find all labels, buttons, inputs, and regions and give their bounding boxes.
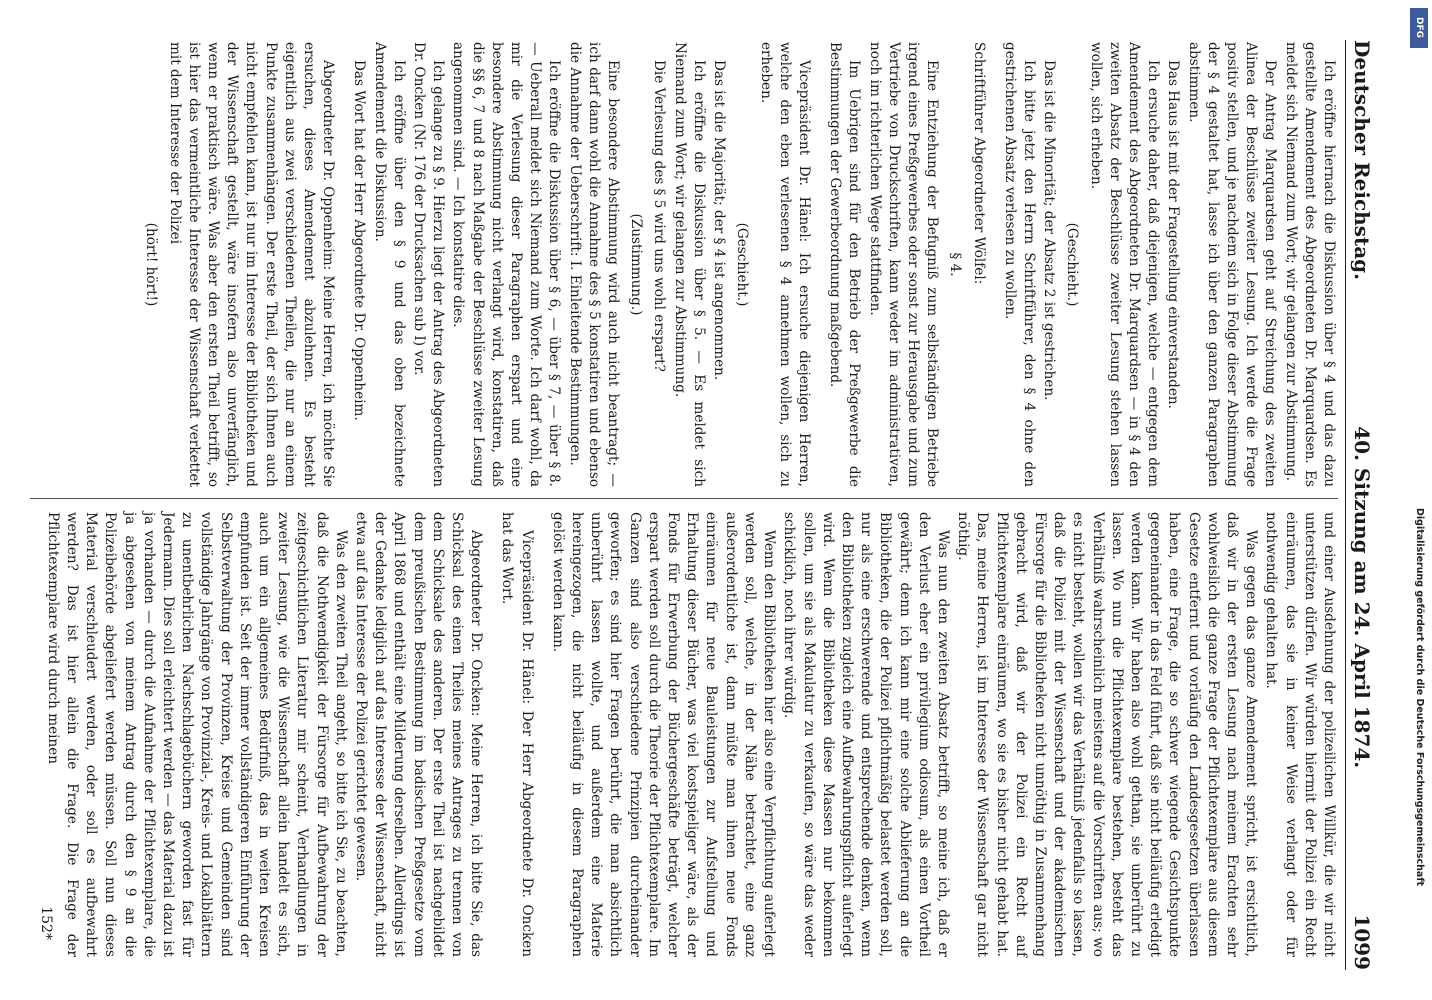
paragraph: Ich ersuche daher, daß diejenigen, welche — entgegen dem Amendement des Abgeordneten Dr. Marquardsen — in § 4 den zweiten Absatz der Beschlüsse zweiter Lesung stehen lassen wollen, sich erheben.	[1087, 42, 1162, 487]
stage-direction: (hört! hört!)	[143, 222, 160, 307]
page-number: 1099	[1350, 914, 1374, 970]
column-divider	[30, 498, 1338, 499]
paragraph: Abgeordneter Dr. Oppenheim: Meine Herren, ich möchte Sie ersuchen, dieses Amendement abzulehnen. Es besteht eigentlich aus zwei verschiedenen Theilen, die nur an einem Punkte zusammenhängen. Der erste Theil, der sich Ihnen auch nicht empfehlen kann, ist nur im Interesse der Bibliotheken und der Wissenschaft gestellt, wäre insofern also unverfänglich, wenn er praktisch wäre. Was aber den ersten Theil betrifft, so ist hier das vermeintliche Interesse der Wissenschaft verkettet mit dem Interesse der Polizei	[166, 42, 337, 487]
paragraph: Ich eröffne die Diskussion über § 6, — über § 7, — über § 8. — Ueberall meldet sich Niemand zum Worte. Ich darf wohl, da mir die Verlesung dieser Paragraphen erspart und eine besondere Abstimmung nicht verlangt wird, konstatiren, daß die §§ 6, 7 und 8 nach Maßgabe der Beschlüsse zweiter Lesung angenommen sind. — Ich konstatire dies.	[450, 42, 563, 487]
paragraph: Ich eröffne hiernach die Diskussion über § 4 und das dazu gestellte Amendement des Abgeordneten Dr. Marquardsen. Es meldet sich Niemand zum Wort; wir gelangen zur Abstimmung.	[1282, 42, 1337, 487]
paragraph: Das Wort hat der Herr Abgeordnete Dr. Oppenheim.	[351, 60, 368, 421]
paragraph: Was nun den zweiten Absatz betrifft, so meine ich, daß er den Verlust eher ein privilegium odiosum, als einen Vortheil gewährt; denn ich kann mir eine solche Ablieferung an die Bibliotheken, die der Polizei pflichtmäßig belastet werden soll, nur als eine erschwerende und entsprechende denken, wenn den Bibliotheken zugleich eine Aufbewahrungspflicht auferlegt wird. Wenn die Bibliotheken diese Massen nur bekommen sollen, um sie als Makulatur zu verkaufen, so wäre das weder schicklich, noch ihrer würdig.	[781, 512, 951, 957]
stage-direction: (Geschieht.)	[734, 222, 751, 307]
paragraph: Die Verlesung des § 5 wird uns wohl erspart?	[651, 60, 668, 372]
section-heading: § 4.	[947, 252, 964, 277]
paragraph: Wenn den Bibliotheken hier also eine Verpflichtung auferlegt werden soll, welche, in der Nähe betrachtet, eine ganz außerordentliche ist, dann müßte man ihnen neue Fonds einräumen für neue Bauleistungen zur Aufstellung und Erhaltung dieser Bücher, was viel kostspieliger wäre, als der Fonds für Erwerbung der Büchergeschäfte beträgt, welcher erspart werden soll durch die Theorie der Pflichtexemplare. Im Ganzen sind also verschiedene Prinzipien durcheinander geworfen; es sind hier Fragen berührt, die man absichtlich unberührt lassen wollte, und außerdem eine Materie hereingezogen, die nicht beiläufig in diesem Paragraphen gelöst werden kann.	[549, 512, 778, 957]
header-rule	[1345, 40, 1346, 970]
dfg-sidebar	[1408, 4, 1430, 996]
paragraph: Abgeordneter Dr. Oncken: Meine Herren, ich bitte Sie, das Schicksal des einen Theiles meines Antrages zu trennen von dem Schicksale des anderen. Der erste Theil ist nachgebildet dem preußischen Bestimmung im badischen Preßgesetze vom April 1868 und enthält eine Milderung derselben. Allerdings ist der Gedanke lediglich auf das Interesse der Wissenschaft, nicht etwa auf das Interesse der Polizei gerichtet gewesen.	[353, 512, 485, 957]
page-header	[1350, 40, 1390, 970]
paragraph: Vicepräsident Dr. Hänel: Der Herr Abgeordnete Dr. Oncken hat das Wort.	[499, 512, 535, 957]
paragraph: Ich eröffne über den § 9 und das oben bezeichnete Amendement die Diskussion.	[371, 42, 407, 487]
paragraph: Eine Entziehung der Befugniß zum selbständigen Betriebe irgend eines Preßgewerbes oder sonst zur Herausgabe und zum Vertriebe von Druckschriften, kann weder im administrativen, noch im richterlichen Wege stattfinden.	[866, 42, 941, 487]
paragraph: und einer Ausdehnung der polizeilichen Willkür, die wir nicht unterstützen dürfen. Wir würden hiermit der Polizei ein Recht einräumen, das sie in keiner Weise verlangt oder für nothwendig gehalten hat.	[1263, 512, 1337, 957]
paragraph: Ich eröffne die Diskussion über § 5. — Es meldet sich Niemand zum Wort; wir gelangen zur Abstimmung.	[671, 42, 707, 487]
dfg-note: Digitalisierung gefördert durch die Deutsche Forschungsgemeinschaft	[1414, 508, 1425, 886]
speaker-line: Schriftführer Abgeordneter Wölfel:	[970, 42, 987, 285]
paragraph: Im Uebrigen sind für den Betrieb der Preßgewerbe die Bestimmungen der Gewerbeordnung maßgebend.	[827, 42, 863, 487]
sheet-signature: 152*	[38, 906, 54, 940]
dfg-logo: DFG	[1410, 8, 1428, 48]
paragraph: Ich gelange zu § 9. Hierzu liegt der Antrag des Abgeordneten Dr. Oncken (Nr. 176 der Drucksachen sub I) vor.	[411, 42, 447, 487]
paragraph: Eine besondere Abstimmung wird auch nicht beantragt; — ich darf dann wohl die Annahme des § 5 konstatiren und ebenso die Annahme der Ueberschrift: I. Einleitende Bestimmungen.	[566, 42, 622, 487]
paragraph: Das ist die Minorität; der Absatz 2 ist gestrichen.	[1041, 60, 1058, 401]
paragraph: Der Antrag Marquardsen geht auf Streichung des zweiten Alinea der Beschlüsse zweiter Lesung. Ich werde die Frage positiv stellen, und je nachdem sich in Folge dieser Abstimmung der § 4 gestaltet hat, lasse ich über den ganzen Paragraphen abstimmen.	[1185, 42, 1279, 487]
stage-direction: (Geschieht.)	[1064, 222, 1081, 307]
left-column	[137, 42, 1338, 487]
paragraph: Das Haus ist mit der Fragestellung einverstanden.	[1165, 60, 1182, 409]
paragraph: Ich bitte jetzt den Herrn Schriftführer, den § 4 ohne den gestrichenen Absatz verlesen zu wollen.	[1001, 42, 1037, 487]
session-title: 40. Sitzung am 24. April 1874.	[1350, 426, 1374, 769]
paragraph: Vicepräsident Dr. Hänel: Ich ersuche diejenigen Herren, welche den eben verlesenen § 4 annehmen wollen, sich zu erheben.	[757, 42, 812, 487]
paragraph: Was den zweiten Theil angeht, so bitte ich Sie, zu beachten, daß die Nothwendigkeit der Fürsorge für Aufbewahrung der zeitgeschichtlichen Literatur mir scheint, Verhandlungen in zweiter Lesung, wie die Wissenschaft allein handelt es sich, auch um ein allgemeines Bedürfniß, das in weiten Kreisen empfunden ist. Seit der immer vollständigeren Einführung der Selbstverwaltung der Provinzen, Kreise und Gemeinden sind vollständige Jahrgänge von Provinzial-, Kreis- und Lokalblättern zu unentbehrlichen Nachschlagebüchern geworden fast für Jedermann. Dies soll erleichtert werden — das Material dazu ist ja vorhanden — durch die Aufnahme der Pflichtexemplare, die ja abgesehen von meinem Antrag durch den § 9 an die Polizeibehörde abgeliefert werden müssen. Soll nun dieses Material verschleudert werden, oder soll es aufbewahrt werden? Das ist hier allein die Frage. Die Frage der Pflichtexemplare wird durch meinen	[44, 512, 349, 957]
right-column	[42, 512, 1338, 957]
paragraph: Was gegen das ganze Amendement spricht, ist ersichtlich, daß wir in der ersten Lesung nach meinem Erachten sehr wohlweislich die ganze Frage der Pflichtexemplare aus diesem Gesetze entfernt und vorläufig den Landesgesetzen überlassen haben, eine Frage, die so schwer wiegende Gesichtspunkte gegeneinander in das Feld führt, daß sie nicht beiläufig erledigt werden kann. Wir haben also wohl gethan, sie unberührt zu lassen. Wo nun die Pflichtexemplare bestehen, besteht das Verhältniß wahrscheinlich meistens auf die Vorschriften aus; wo es nicht besteht, wollen wir das Verhältniß jedenfalls so lassen, daß die Polizei mit der Wissenschaft und der akademischen Fürsorge für die Bibliotheken nicht unnöthig in Zusammenhang gebracht wird, daß wir der Polizei ein Recht auf Pflichtexemplare einräumen, wo sie es bisher nicht gehabt hat. Das, meine Herren, ist im Interesse der Wissenschaft gar nicht nöthig.	[955, 512, 1260, 957]
journal-title: Deutscher Reichstag.	[1350, 40, 1374, 281]
stage-direction: (Zustimmung.)	[628, 213, 645, 316]
paragraph: Das ist die Majorität; der § 4 ist angenommen.	[711, 60, 728, 381]
